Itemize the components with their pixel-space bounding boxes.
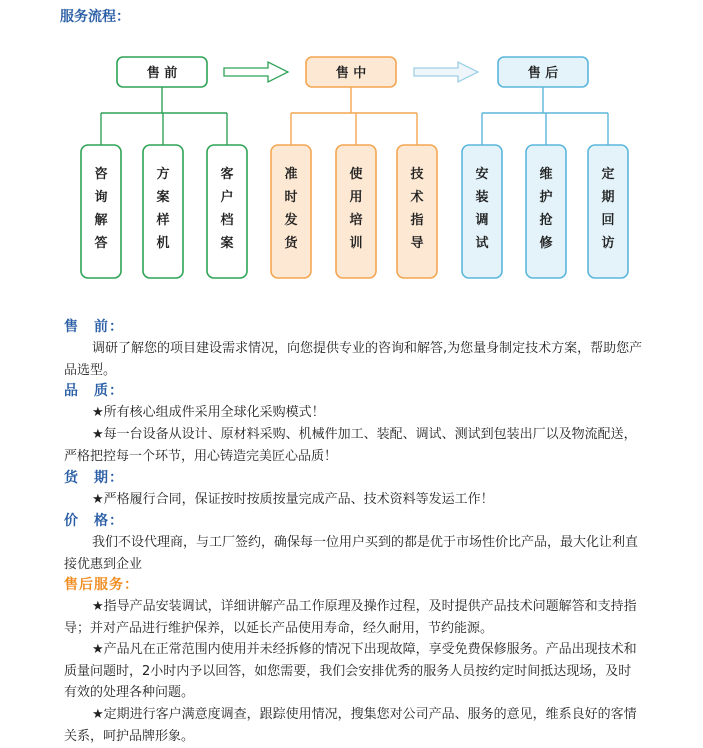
stage-label: 售 后 <box>527 66 559 81</box>
flow-arrow-2 <box>414 62 478 82</box>
task-label-char: 准 <box>284 167 298 182</box>
task-label-char: 机 <box>156 236 170 251</box>
task-label-char: 使 <box>349 167 363 182</box>
price-text: 我们不设代理商，与工厂签约，确保每一位用户买到的都是优于市场性价比产品，最大化让利直接优惠到企业 <box>64 535 639 572</box>
task-box <box>81 145 121 278</box>
task-label-char: 样 <box>156 213 170 228</box>
delivery-text: ★严格履行合同，保证按时按质按量完成产品、技术资料等发运工作！ <box>92 492 494 507</box>
service-flow-diagram <box>0 40 703 290</box>
task-box <box>271 145 311 278</box>
task-label-char: 技 <box>410 167 424 182</box>
task-label-char: 培 <box>349 213 363 228</box>
task-label-char: 装 <box>475 190 489 205</box>
task-label-char: 货 <box>284 236 298 251</box>
task-label-char: 户 <box>220 190 234 205</box>
task-label-char: 档 <box>220 213 234 228</box>
task-label-char: 回 <box>601 213 615 228</box>
task-label-char: 定 <box>601 167 615 182</box>
task-label-char: 期 <box>601 190 615 205</box>
task-box <box>462 145 502 278</box>
task-box <box>588 145 628 278</box>
task-label-char: 安 <box>475 167 489 182</box>
task-box <box>397 145 437 278</box>
after-sale-text-2: ★产品凡在正常范围内使用并未经拆修的情况下出现故障，享受免费保修服务。产品出现技术和质量问题时，2小时内予以回答，如您需要，我们会安排优秀的服务人员按约定时间抵达现场，及时有效的处理各种问题。 <box>64 642 637 700</box>
section-title: 服务流程： <box>60 9 130 25</box>
heading-after-sale: 售后服务： <box>64 577 139 593</box>
pre-sale-text: 调研了解您的项目建设需求情况，向您提供专业的咨询和解答,为您量身制定技术方案，帮助您产品选型。 <box>64 341 643 378</box>
quality-text-1: ★所有核心组成件采用全球化采购模式！ <box>92 405 325 420</box>
task-label-char: 指 <box>410 213 424 228</box>
task-box <box>336 145 376 278</box>
task-label-char: 答 <box>94 236 108 251</box>
task-label-char: 案 <box>156 190 170 205</box>
task-label-char: 导 <box>410 236 424 251</box>
heading-delivery: 货 期： <box>64 470 124 486</box>
task-label-char: 咨 <box>94 167 108 182</box>
task-label-char: 术 <box>410 190 424 205</box>
heading-quality: 品 质： <box>64 383 124 399</box>
task-label-char: 抢 <box>539 213 553 228</box>
task-label-char: 修 <box>539 236 553 251</box>
task-label-char: 用 <box>349 190 363 205</box>
quality-text-2: ★每一台设备从设计、原材料采购、机械件加工、装配、调试、测试到包装出厂以及物流配送，严格把控每一个环节，用心铸造完美匠心品质！ <box>64 427 637 464</box>
task-label-char: 护 <box>539 190 553 205</box>
after-sale-text-1: ★指导产品安装调试，详细讲解产品工作原理及操作过程，及时提供产品技术问题解答和支持指导；并对产品进行维护保养，以延长产品使用寿命，经久耐用，节约能源。 <box>64 599 637 636</box>
task-box <box>143 145 183 278</box>
flow-arrow-1 <box>224 62 288 82</box>
heading-pre-sale: 售 前： <box>64 319 124 335</box>
task-label-char: 调 <box>475 213 489 228</box>
task-label-char: 试 <box>475 236 489 251</box>
task-label-char: 案 <box>220 236 234 251</box>
task-label-char: 维 <box>539 167 553 182</box>
after-sale-text-3: ★定期进行客户满意度调查，跟踪使用情况，搜集您对公司产品、服务的意见，维系良好的客情关系，呵护品牌形象。 <box>64 707 637 744</box>
task-label-char: 解 <box>94 213 108 228</box>
task-label-char: 客 <box>220 167 234 182</box>
task-box <box>526 145 566 278</box>
stage-label: 售 中 <box>335 66 367 81</box>
task-label-char: 访 <box>601 236 615 251</box>
task-label-char: 训 <box>349 236 363 251</box>
task-label-char: 方 <box>156 167 170 182</box>
stage-label: 售 前 <box>146 66 178 81</box>
task-label-char: 时 <box>284 190 298 205</box>
task-label-char: 询 <box>94 190 108 205</box>
task-label-char: 发 <box>284 213 298 228</box>
heading-price: 价 格： <box>64 513 124 529</box>
task-box <box>207 145 247 278</box>
